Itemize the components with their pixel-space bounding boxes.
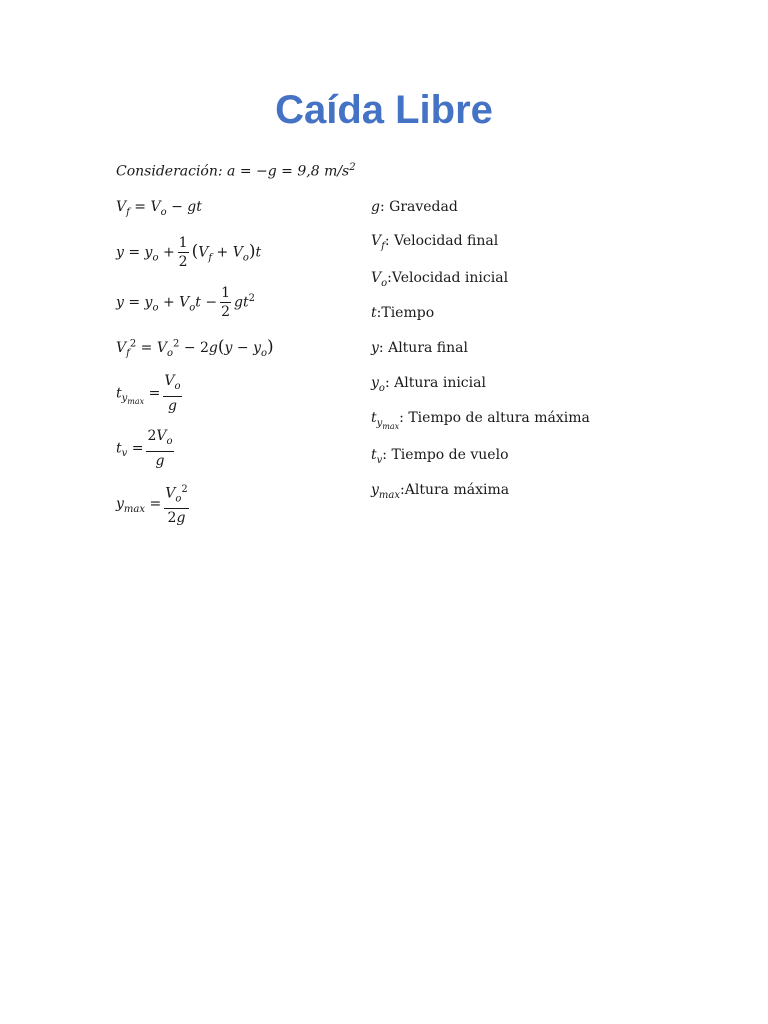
consideration-label: Consideración:	[116, 163, 223, 180]
glossary-item: $V_o:Velocidad$ inicial	[371, 270, 509, 289]
formula-time-max-height: $t_{y_{max}}$ = $\frac{V_o}{g}$	[116, 373, 181, 414]
consideration-equation: a = −g = 9,8 m/s	[227, 163, 350, 180]
consideration-exponent: 2	[349, 162, 356, 173]
formula-flight-time: $t_v$ = $\frac{2V_o}{g}$	[116, 428, 173, 469]
formula-height-time: $y = y_o + V_ot$ − $\frac{1}{2}$ $gt^2$	[116, 285, 255, 320]
consideration-line	[116, 162, 356, 180]
glossary-item: $t_{y_{max}}$: Tiempo de altura máxima	[371, 410, 590, 431]
glossary-item: y: Altura final	[371, 340, 468, 356]
formula-final-velocity: $V_f = V_o$ − gt	[116, 199, 202, 218]
glossary-item: $y_o$: Altura inicial	[371, 375, 486, 394]
glossary-item: t:Tiempo	[371, 305, 435, 321]
page-title: Caída Libre	[275, 88, 493, 132]
formula-velocity-squared: $V_f^2 = V_o^2 - 2g(y - y_o)$	[116, 337, 274, 359]
formula-max-height: $y_{max}$ = $\frac{V_o^2}{2g}$	[116, 481, 192, 527]
glossary-item: $V_f$: Velocidad final	[371, 233, 499, 252]
glossary-item: g: Gravedad	[371, 199, 458, 215]
formula-height-average-velocity: $y = y_o$ + $\frac{1}{2}$ $(V_f + V_o)t$	[116, 235, 262, 270]
glossary-item: $t_v$: Tiempo de vuelo	[371, 447, 509, 466]
glossary-item: $y_{max}:Altura$ máxima	[371, 482, 510, 501]
